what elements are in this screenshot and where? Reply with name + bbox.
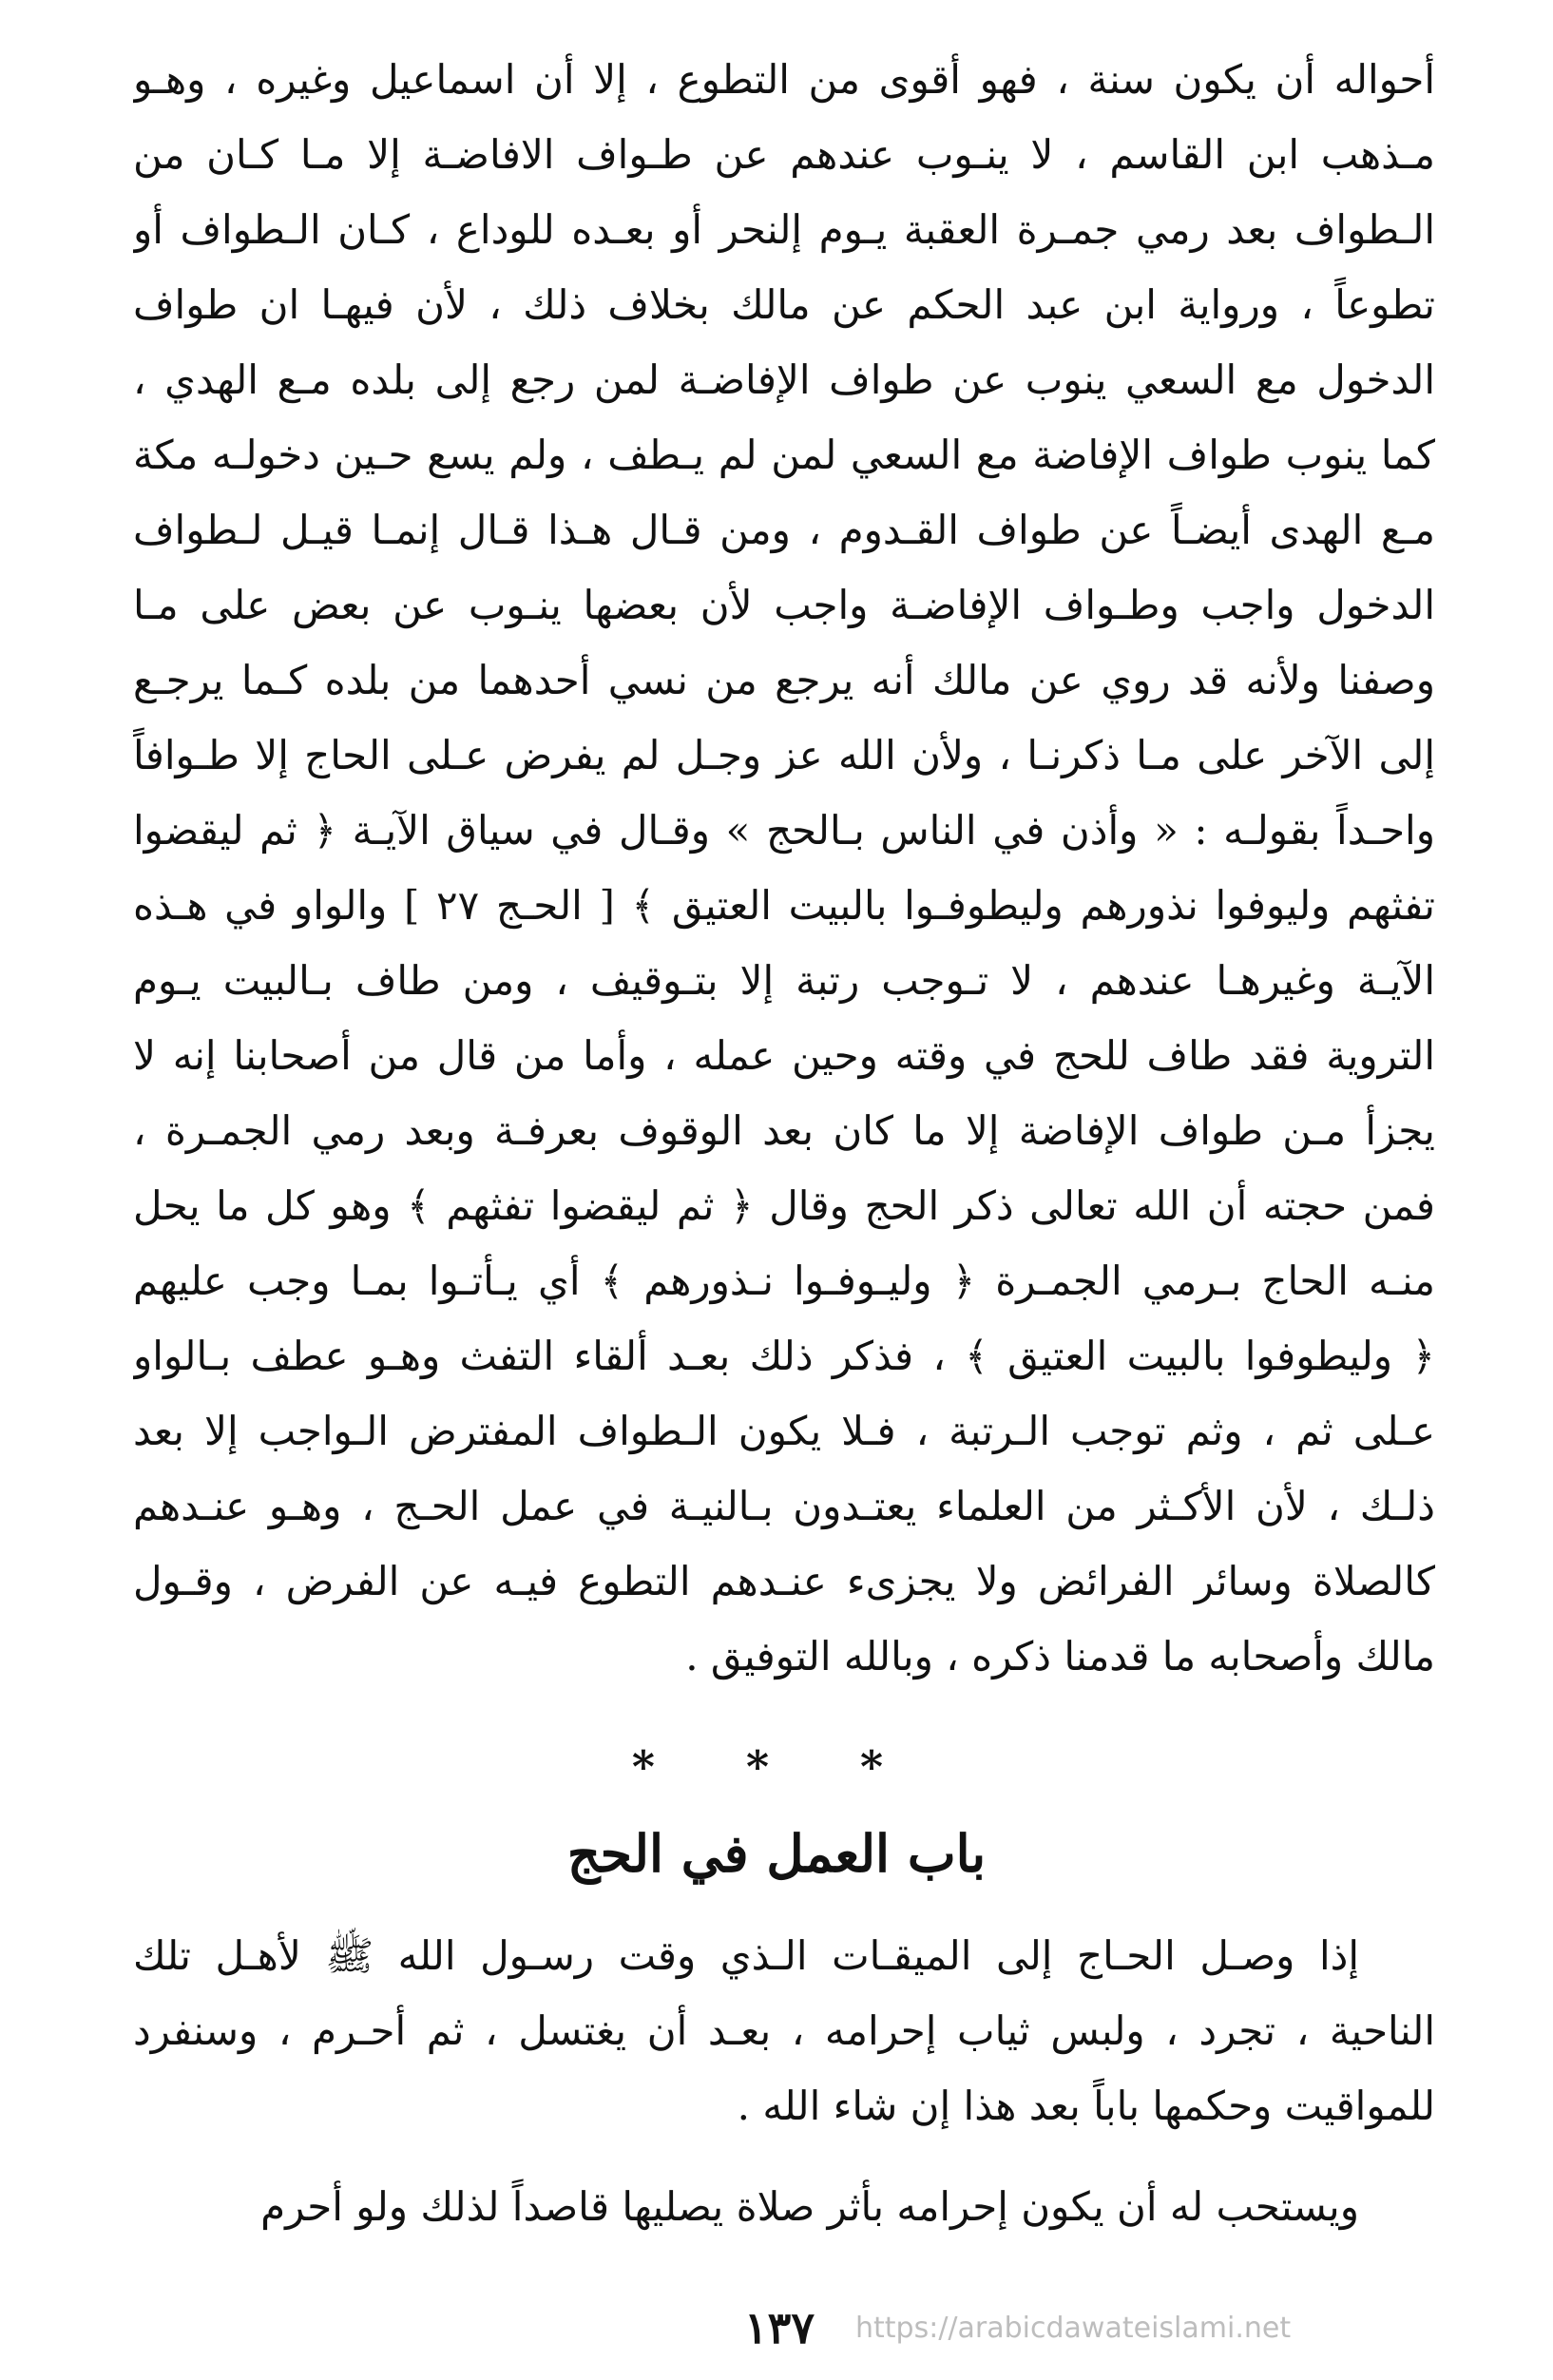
text-line: الآيـة وغيرهـا عندهم ، لا تـوجب رتبة إلا بتـوقيف ، ومن طاف بـالبيت يـوم xyxy=(133,957,1435,1004)
text-line: أحواله أن يكون سنة ، فهو أقوى من التطوع ، إلا أن اسماعيل وغيره ، وهـو xyxy=(133,56,1435,103)
text-line: ﴿ وليطوفوا بالبيت العتيق ﴾ ، فذكر ذلك بعـد ألقاء التفث وهـو عطف بـالواو xyxy=(133,1333,1435,1379)
text-line: الناحية ، تجرد ، ولبس ثياب إحرامه ، بعـد أن يغتسل ، ثم أحـرم ، وسنفرد xyxy=(133,2007,1435,2054)
text-line: الدخول واجب وطـواف الإفاضـة واجب لأن بعضها ينـوب عن بعض على مـا xyxy=(133,582,1435,628)
text-line: الـطواف بعد رمي جمـرة العقبة يـوم إلنحر أو بعـده للوداع ، كـان الـطواف أو xyxy=(133,206,1435,253)
text-line: ويستحب له أن يكون إحرامه بأثر صلاة يصليها قاصداً لذلك ولو أحرم xyxy=(260,2183,1359,2230)
text-line: الدخول مع السعي ينوب عن طواف الإفاضـة لمن رجع إلى بلده مـع الهدي ، xyxy=(133,356,1435,403)
text-line: مـذهب ابن القاسم ، لا ينـوب عندهم عن طـواف الافاضـة إلا مـا كـان من xyxy=(133,131,1435,178)
text-line: عـلى ثم ، وثم توجب الـرتبة ، فـلا يكون الـطواف المفترض الـواجب إلا بعد xyxy=(133,1408,1435,1454)
text-line: مالك وأصحابه ما قدمنا ذكره ، وبالله التوفيق . xyxy=(685,1633,1435,1679)
text-line: كما ينوب طواف الإفاضة مع السعي لمن لم يـطف ، ولم يسع حـين دخولـه مكة xyxy=(133,432,1435,478)
text-line: يجزأ مـن طواف الإفاضة إلا ما كان بعد الوقوف بعرفـة وبعد رمي الجمـرة ، xyxy=(133,1107,1435,1154)
text-line: واحـداً بقولـه : « وأذن في الناس بـالحج » وقـال في سياق الآيـة ﴿ ثم ليقضوا xyxy=(133,807,1435,854)
third-paragraph xyxy=(133,2169,1435,2244)
text-line: تطوعاً ، ورواية ابن عبد الحكم عن مالك بخلاف ذلك ، لأن فيهـا ان طواف xyxy=(133,281,1435,328)
text-line: مـع الهدى أيضـاً عن طواف القـدوم ، ومن قـال هـذا قـال إنمـا قيـل لـطواف xyxy=(133,507,1435,553)
text-line: كالصلاة وسائر الفرائض ولا يجزىء عنـدهم التطوع فيـه عن الفرض ، وقـول xyxy=(133,1558,1435,1604)
watermark-url: https://arabicdawateislami.net xyxy=(855,2312,1292,2345)
text-line: إذا وصـل الحـاج إلى الميقـات الـذي وقت رسـول الله ﷺ لأهـل تلك xyxy=(133,1932,1359,1979)
text-line: التروية فقد طاف للحج في وقته وحين عمله ، وأما من قال من أصحابنا إنه لا xyxy=(133,1032,1435,1079)
section-separator: * * * xyxy=(631,1741,922,1793)
text-line: إلى الآخر على مـا ذكرنـا ، ولأن الله عز وجـل لم يفرض عـلى الحاج إلا طـوافاً xyxy=(133,732,1435,778)
text-line: تفثهم وليوفوا نذورهم وليطوفـوا بالبيت العتيق ﴾ [ الحـج ٢٧ ] والواو في هـذه xyxy=(133,882,1435,929)
page-number: ١٣٧ xyxy=(743,2302,815,2353)
text-line: وصفنا ولأنه قد روي عن مالك أنه يرجع من نسي أحدهما من بلده كـما يرجـع xyxy=(133,657,1435,703)
text-line: للمواقيت وحكمها باباً بعد هذا إن شاء الله . xyxy=(737,2082,1435,2129)
text-line: منـه الحاج بـرمي الجمـرة ﴿ وليـوفـوا نـذورهم ﴾ أي يـأتـوا بمـا وجب عليهم xyxy=(133,1257,1435,1304)
chapter-title: باب العمل في الحج xyxy=(566,1823,987,1884)
text-line: ذلـك ، لأن الأكـثر من العلماء يعتـدون بـالنيـة في عمل الحـج ، وهـو عنـدهم xyxy=(133,1483,1435,1529)
second-paragraph xyxy=(133,1918,1435,2143)
main-paragraph xyxy=(133,42,1435,1694)
text-line: فمن حجته أن الله تعالى ذكر الحج وقال ﴿ ثم ليقضوا تفثهم ﴾ وهو كل ما يحل xyxy=(133,1182,1435,1229)
